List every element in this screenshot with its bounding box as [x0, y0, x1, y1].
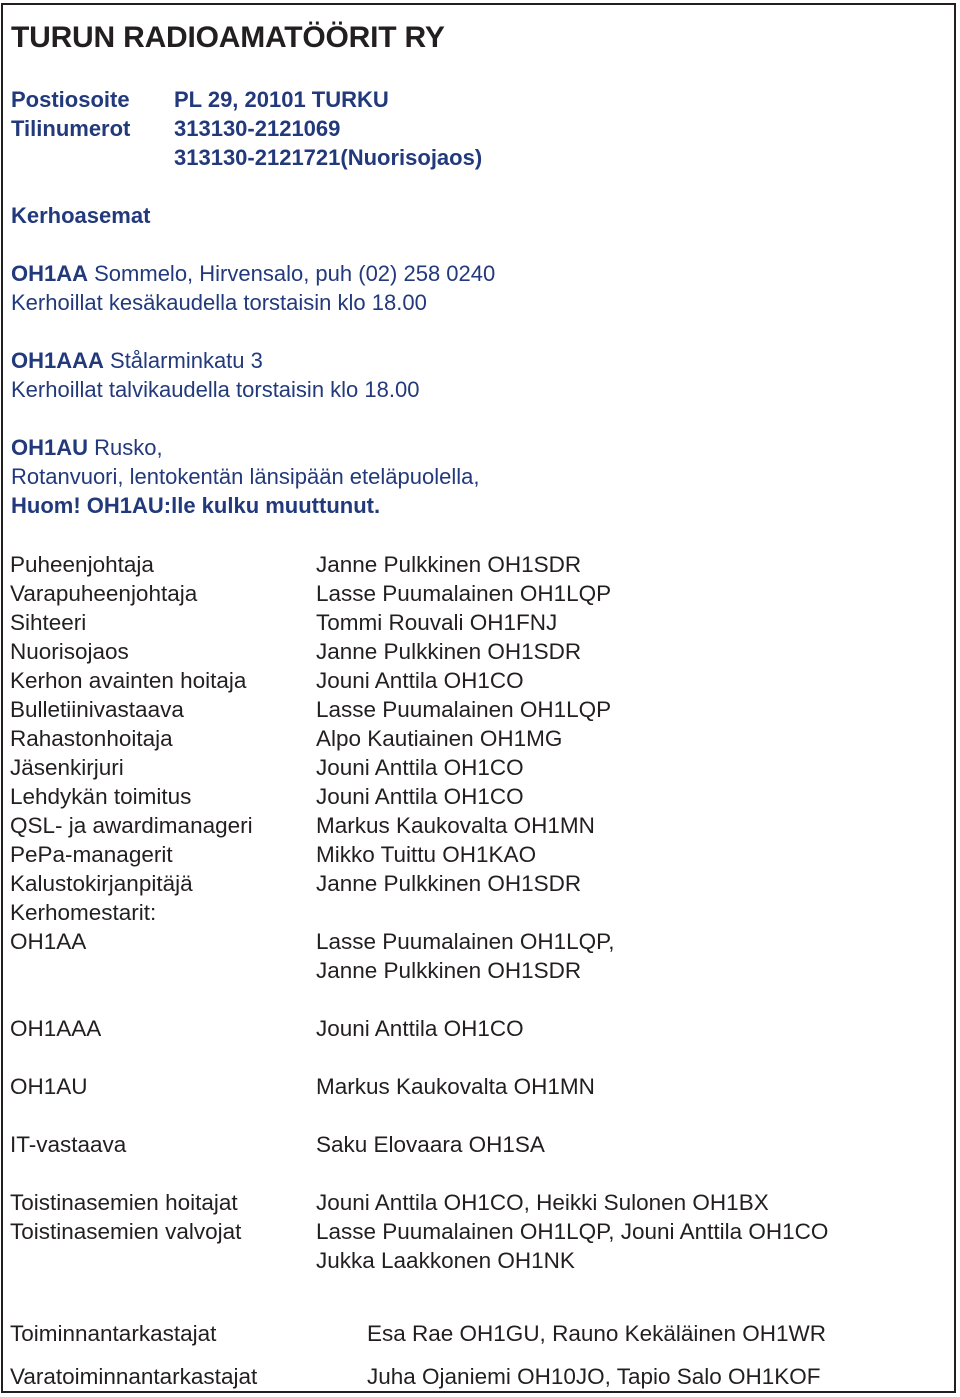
role-key-keeper: Kerhon avainten hoitaja: [10, 668, 247, 693]
role-treasurer: Rahastonhoitaja: [10, 726, 173, 751]
role-deputy-auditors: Varatoiminnantarkastajat: [10, 1364, 258, 1389]
person-newsletter-editor: Jouni Anttila OH1CO: [316, 784, 524, 809]
role-youth-section: Nuorisojaos: [10, 639, 129, 664]
person-repeater-keepers: Jouni Anttila OH1CO, Heikki Sulonen OH1BX: [316, 1190, 769, 1215]
station-oh1au-line1: [11, 435, 163, 461]
person-bulletin: Lasse Puumalainen OH1LQP: [316, 697, 612, 722]
account-numbers-label: Tilinumerot: [11, 116, 131, 141]
station-oh1aaa-call: OH1AAA: [11, 348, 104, 373]
role-master-oh1aa: OH1AA: [10, 929, 87, 954]
account-number-1: 313130-2121069: [174, 116, 341, 141]
person-repeater-supervisors-1: Lasse Puumalainen OH1LQP, Jouni Anttila OH1CO: [316, 1219, 829, 1244]
role-inventory-keeper: Kalustokirjanpitäjä: [10, 871, 193, 896]
station-oh1aaa-line1: [11, 348, 263, 374]
role-membership-registrar: Jäsenkirjuri: [10, 755, 124, 780]
person-master-oh1aa-1: Lasse Puumalainen OH1LQP,: [316, 929, 615, 954]
station-oh1aa-hours: Kerhoillat kesäkaudella torstaisin klo 18.00: [11, 290, 427, 315]
person-pepa-managers: Mikko Tuittu OH1KAO: [316, 842, 537, 867]
station-oh1aa-line1: [11, 261, 495, 287]
club-masters-heading: Kerhomestarit:: [10, 900, 157, 925]
postal-address-row: [11, 87, 389, 113]
person-inventory-keeper: Janne Pulkkinen OH1SDR: [316, 871, 582, 896]
person-repeater-supervisors-2: Jukka Laakkonen OH1NK: [316, 1248, 575, 1273]
role-qsl-manager: QSL- ja awardimanageri: [10, 813, 253, 838]
role-repeater-supervisors: Toistinasemien valvojat: [10, 1219, 242, 1244]
role-it: IT-vastaava: [10, 1132, 127, 1157]
station-oh1aa-address: Sommelo, Hirvensalo, puh (02) 258 0240: [88, 261, 496, 286]
station-oh1au-address: Rusko,: [88, 435, 163, 460]
role-master-oh1aaa: OH1AAA: [10, 1016, 102, 1041]
postal-address-label: Postiosoite: [11, 87, 130, 112]
person-it: Saku Elovaara OH1SA: [316, 1132, 545, 1157]
role-bulletin: Bulletiinivastaava: [10, 697, 184, 722]
person-youth-section: Janne Pulkkinen OH1SDR: [316, 639, 582, 664]
postal-address-value: PL 29, 20101 TURKU: [174, 87, 389, 112]
person-qsl-manager: Markus Kaukovalta OH1MN: [316, 813, 595, 838]
station-oh1au-call: OH1AU: [11, 435, 89, 460]
person-membership-registrar: Jouni Anttila OH1CO: [316, 755, 524, 780]
page-title: TURUN RADIOAMATÖÖRIT RY: [11, 21, 445, 54]
person-master-oh1aa-2: Janne Pulkkinen OH1SDR: [316, 958, 582, 983]
person-chairman: Janne Pulkkinen OH1SDR: [316, 552, 582, 577]
station-oh1aaa-hours: Kerhoillat talvikaudella torstaisin klo 18.00: [11, 377, 420, 402]
role-newsletter-editor: Lehdykän toimitus: [10, 784, 192, 809]
role-chairman: Puheenjohtaja: [10, 552, 154, 577]
person-vice-chairman: Lasse Puumalainen OH1LQP: [316, 581, 612, 606]
role-vice-chairman: Varapuheenjohtaja: [10, 581, 198, 606]
person-auditors: Esa Rae OH1GU, Rauno Kekäläinen OH1WR: [367, 1321, 826, 1346]
station-oh1aa-call: OH1AA: [11, 261, 89, 286]
role-secretary: Sihteeri: [10, 610, 87, 635]
station-oh1aaa-address: Stålarminkatu 3: [103, 348, 263, 373]
person-key-keeper: Jouni Anttila OH1CO: [316, 668, 524, 693]
role-master-oh1au: OH1AU: [10, 1074, 88, 1099]
person-treasurer: Alpo Kautiainen OH1MG: [316, 726, 563, 751]
club-stations-heading: Kerhoasemat: [11, 203, 151, 228]
person-master-oh1au: Markus Kaukovalta OH1MN: [316, 1074, 595, 1099]
station-oh1au-location: Rotanvuori, lentokentän länsipään eteläpuolella,: [11, 464, 480, 489]
person-deputy-auditors: Juha Ojaniemi OH10JO, Tapio Salo OH1KOF: [367, 1364, 821, 1389]
account-numbers-row: [11, 116, 341, 142]
person-master-oh1aaa: Jouni Anttila OH1CO: [316, 1016, 524, 1041]
person-secretary: Tommi Rouvali OH1FNJ: [316, 610, 558, 635]
role-auditors: Toiminnantarkastajat: [10, 1321, 217, 1346]
role-repeater-keepers: Toistinasemien hoitajat: [10, 1190, 238, 1215]
role-pepa-managers: PePa-managerit: [10, 842, 173, 867]
account-number-2: 313130-2121721(Nuorisojaos): [174, 145, 483, 170]
station-oh1au-notice: Huom! OH1AU:lle kulku muuttunut.: [11, 493, 381, 518]
